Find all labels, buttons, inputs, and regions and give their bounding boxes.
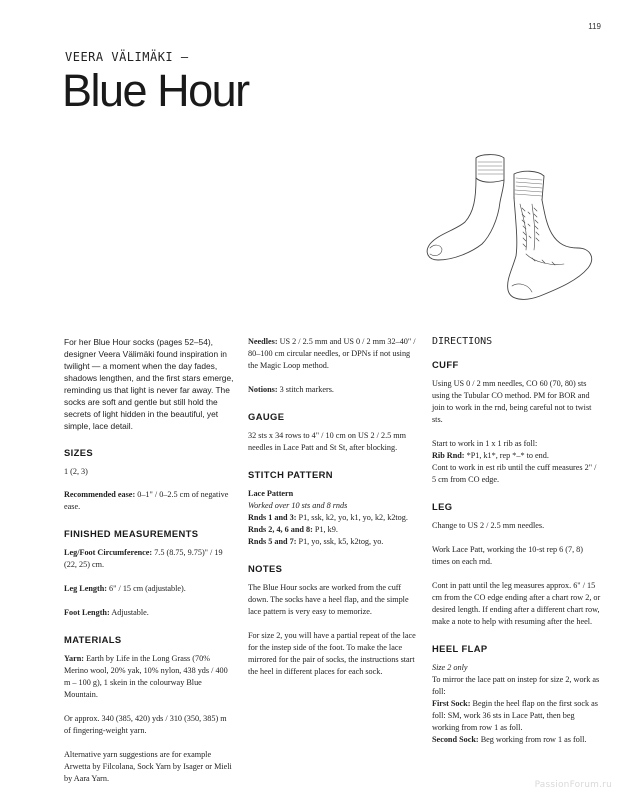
second-sock: [432, 734, 602, 746]
back-sock-drawing: [427, 155, 504, 260]
cuff-paragraph-1: Using US 0 / 2 mm needles, CO 60 (70, 80) sts using the Tubular CO method. PM for BOR and join to work in the rnd, being careful not to twist sts.: [432, 379, 592, 424]
leg-heading: LEG: [432, 501, 453, 512]
foot-length-label: Foot Length:: [64, 608, 110, 617]
notions-value: 3 stitch markers.: [277, 385, 334, 394]
page-number: 119: [588, 22, 601, 31]
recommended-ease: [64, 489, 234, 513]
lace-row: [248, 512, 418, 524]
lace-pattern-label: Lace Pattern: [248, 489, 294, 498]
leg-length-value: 6" / 15 cm (adjustable).: [106, 584, 186, 593]
sizes-heading: SIZES: [64, 447, 94, 458]
lace-row: [248, 524, 418, 536]
ease-label: Recommended ease:: [64, 490, 136, 499]
second-sock-text: Beg working from row 1 as foll.: [478, 735, 587, 744]
rib-intro: Start to work in 1 x 1 rib as foll:: [432, 439, 538, 448]
author-name: VEERA VÄLIMÄKI —: [65, 50, 189, 64]
column-left: [64, 336, 234, 797]
lace-row-label: Rnds 2, 4, 6 and 8:: [248, 525, 313, 534]
leg-paragraph-1: Change to US 2 / 2.5 mm needles.: [432, 521, 545, 530]
circumference: [64, 547, 234, 571]
cuff-paragraph-2: [432, 438, 602, 486]
cuff-heading: CUFF: [432, 359, 459, 370]
lace-row-text: P1, ssk, k2, yo, k1, yo, k2, k2tog.: [296, 513, 408, 522]
notions: [248, 384, 418, 396]
circumference-value: 7.5 (8.75, 9.75)" / 19 (22, 25) cm.: [64, 548, 223, 569]
lace-row-label: Rnds 5 and 7:: [248, 537, 297, 546]
notes-paragraph-2: For size 2, you will have a partial repeat of the lace for the instep side of the foot. To make the lace mirrored for the pair of socks, the instructions start the heel in different places for each sock.: [248, 631, 416, 676]
lace-row-text: P1, yo, ssk, k5, k2tog, yo.: [296, 537, 384, 546]
rib-round-label: Rib Rnd:: [432, 451, 465, 460]
first-sock: [432, 698, 602, 734]
yarn: [64, 653, 234, 701]
gauge-text: 32 sts x 34 rows to 4" / 10 cm on US 2 / 2.5 mm needles in Lace Patt and St St, after blocking.: [248, 431, 407, 452]
needles: [248, 336, 418, 372]
watermark: PassionForum.ru: [534, 780, 612, 790]
needles-label: Needles:: [248, 337, 278, 346]
circumference-label: Leg/Foot Circumference:: [64, 548, 153, 557]
lace-worked-over: Worked over 10 sts and 8 rnds: [248, 501, 348, 510]
stitch-pattern-heading: STITCH PATTERN: [248, 469, 333, 480]
rib-round: [432, 450, 602, 462]
foot-length-value: Adjustable.: [109, 608, 149, 617]
gauge-heading: GAUGE: [248, 411, 285, 422]
front-sock-drawing: [508, 171, 592, 299]
yarn-label: Yarn:: [64, 654, 85, 663]
intro-text: For her Blue Hour socks (pages 52–54), designer Veera Välimäki found inspiration in twilight — a moment when the day fades, shadows lengthen, and the first stars emerge, reminding us that light is never far away. The socks are soft and gentle but still hold the secrets of light hidden in the beautiful, yet simple, lace detail.: [64, 337, 234, 431]
sizes-value: 1 (2, 3): [64, 467, 88, 476]
leg-length: [64, 583, 234, 595]
heel-flap-paragraph: [432, 662, 602, 746]
column-right: [432, 336, 602, 758]
second-sock-label: Second Sock:: [432, 735, 479, 744]
sock-illustration: [420, 150, 605, 305]
leg-paragraph-3: Cont in patt until the leg measures approx. 6" / 15 cm from the CO edge ending after a chart row 2, or desired length. If ending after a different chart row, make a note to help with resuming after the heel.: [432, 581, 601, 626]
finished-measurements-heading: FINISHED MEASUREMENTS: [64, 528, 199, 539]
notes-heading: NOTES: [248, 563, 283, 574]
page-title: Blue Hour: [62, 65, 249, 116]
rib-continue: Cont to work in est rib until the cuff measures 2" / 5 cm from CO edge.: [432, 463, 597, 484]
notions-label: Notions:: [248, 385, 278, 394]
lace-row-text: P1, k9.: [312, 525, 338, 534]
first-sock-text: Begin the heel flap on the first sock as foll: SM, work 36 sts in Lace Patt, then beg working from row 1 as foll.: [432, 699, 598, 732]
materials-heading: MATERIALS: [64, 634, 122, 645]
lace-pattern: [248, 488, 418, 548]
column-middle: [248, 336, 418, 690]
leg-length-label: Leg Length:: [64, 584, 107, 593]
directions-heading: DIRECTIONS: [432, 336, 493, 347]
rib-round-text: *P1, k1*, rep *–* to end.: [464, 451, 549, 460]
needles-value: US 2 / 2.5 mm and US 0 / 2 mm 32–40" / 80–100 cm circular needles, or DPNs if not using the Magic Loop method.: [248, 337, 416, 370]
lace-row: [248, 536, 418, 548]
size-text: To mirror the lace patt on instep for size 2, work as foll:: [432, 675, 600, 696]
heel-flap-heading: HEEL FLAP: [432, 643, 488, 654]
yarn-alternatives: Alternative yarn suggestions are for example Arwetta by Filcolana, Sock Yarn by Isager or Mieli by Aara Yarn.: [64, 750, 232, 783]
first-sock-label: First Sock:: [432, 699, 471, 708]
lace-row-label: Rnds 1 and 3:: [248, 513, 297, 522]
ease-value: 0–1" / 0–2.5 cm of negative ease.: [64, 490, 229, 511]
yarn-value: Earth by Life in the Long Grass (70% Merino wool, 20% yak, 10% nylon, 438 yds / 400 m – 100 g), 1 skein in the colourway Blue Mountain.: [64, 654, 228, 699]
yarn-approx: Or approx. 340 (385, 420) yds / 310 (350, 385) m of fingering-weight yarn.: [64, 714, 227, 735]
foot-length: [64, 607, 234, 619]
notes-paragraph-1: The Blue Hour socks are worked from the cuff down. The socks have a heel flap, and the simple lace pattern is very easy to memorize.: [248, 583, 409, 616]
leg-paragraph-2: Work Lace Patt, working the 10-st rep 6 (7, 8) times on each rnd.: [432, 545, 583, 566]
size-note: Size 2 only: [432, 663, 468, 672]
